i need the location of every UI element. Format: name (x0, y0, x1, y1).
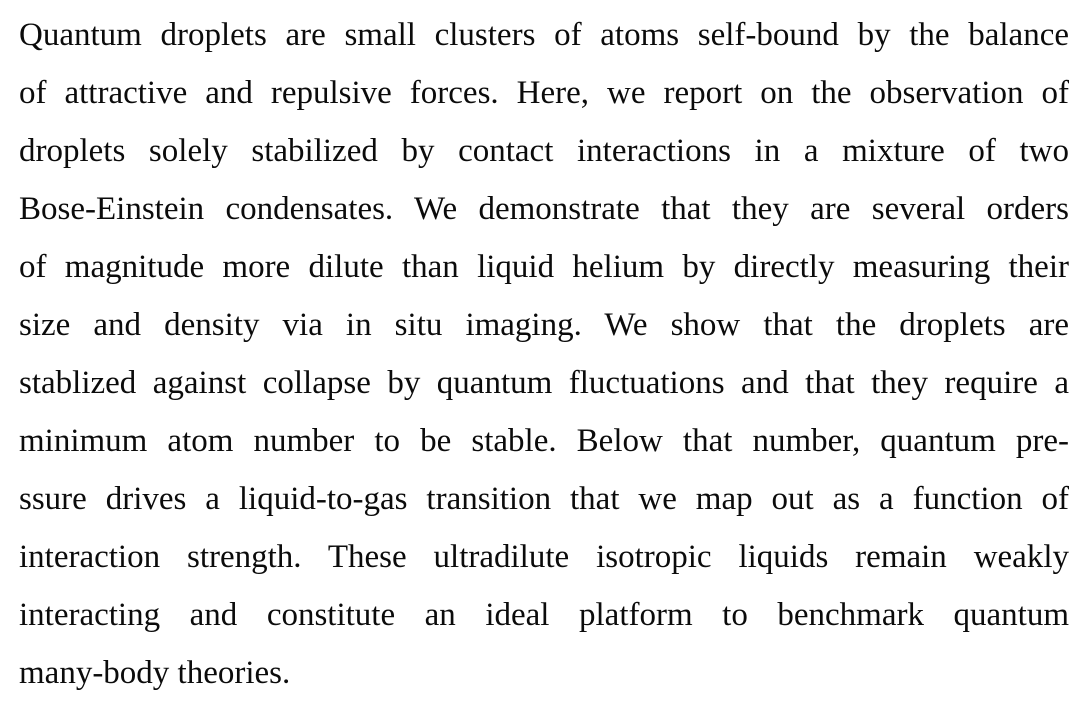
abstract-line-5: of magnitude more dilute than liquid helium by directly measuring their (19, 249, 1069, 285)
abstract-line-10: interaction strength. These ultradilute isotropic liquids remain weakly (19, 539, 1069, 575)
abstract-line-8: minimum atom number to be stable. Below that number, quantum pre- (19, 423, 1069, 459)
abstract-paragraph (19, 6, 1069, 702)
abstract-line-6: size and density via in situ imaging. We show that the droplets are (19, 307, 1069, 343)
abstract-line-3: droplets solely stabilized by contact interactions in a mixture of two (19, 133, 1069, 169)
abstract-line-1: Quantum droplets are small clusters of atoms self-bound by the balance (19, 17, 1069, 53)
abstract-line-9: ssure drives a liquid-to-gas transition that we map out as a function of (19, 481, 1069, 517)
abstract-line-11: interacting and constitute an ideal platform to benchmark quantum (19, 597, 1069, 633)
abstract-line-12: many-body theories. (19, 655, 291, 691)
abstract-line-2: of attractive and repulsive forces. Here, we report on the observation of (19, 75, 1069, 111)
abstract-line-4: Bose-Einstein condensates. We demonstrate that they are several orders (19, 191, 1069, 227)
abstract-line-7: stablized against collapse by quantum fluctuations and that they require a (19, 365, 1069, 401)
